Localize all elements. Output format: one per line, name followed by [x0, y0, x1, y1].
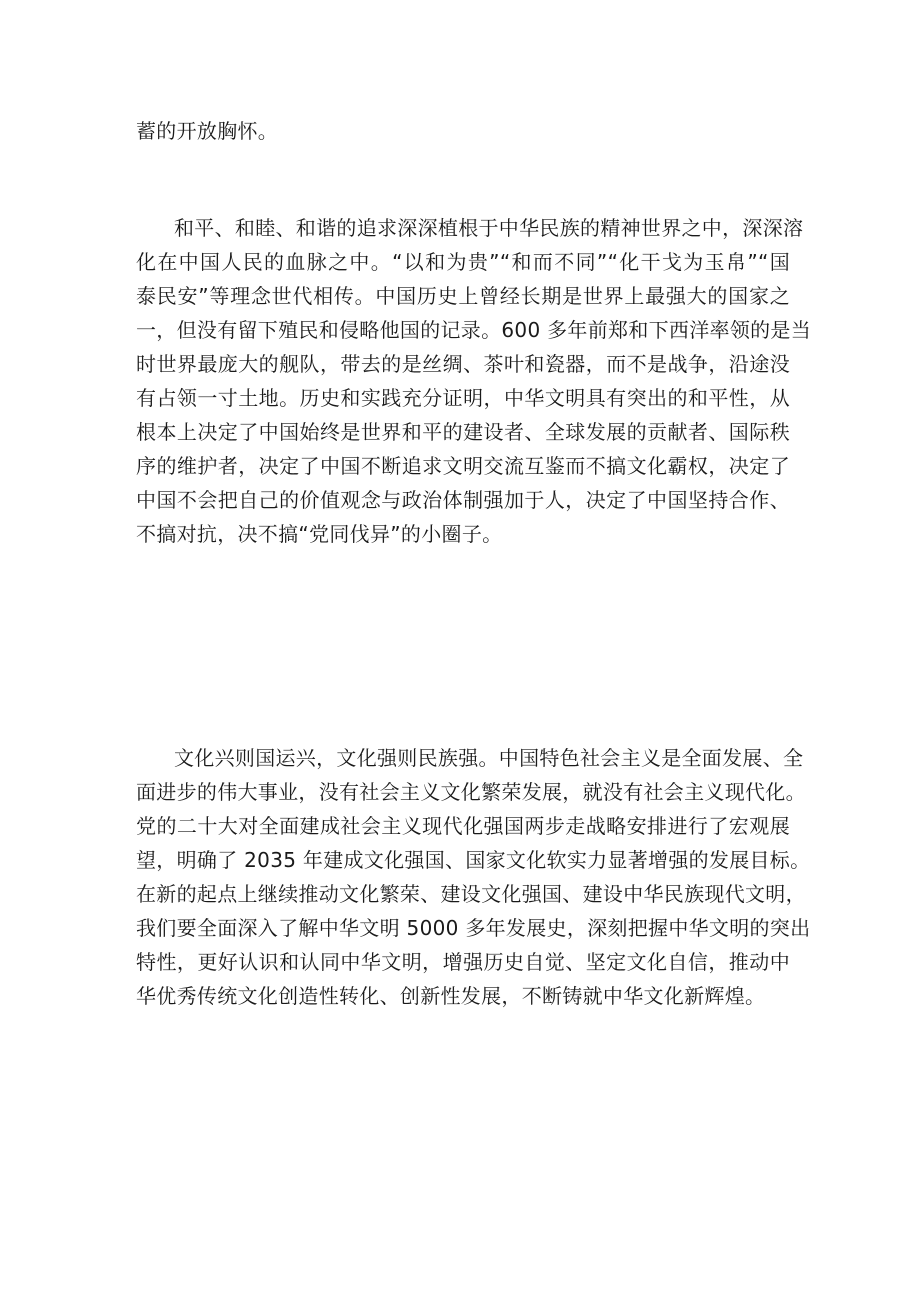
text-line: 特性，更好认识和认同中华文明，增强历史自觉、坚定文化自信，推动中 — [136, 950, 790, 974]
text-line: 蓄的开放胸怀。 — [136, 119, 279, 143]
text-line: 文化兴则国运兴，文化强则民族强。中国特色社会主义是全面发展、全 — [174, 746, 804, 770]
text-line: 一，但没有留下殖民和侵略他国的记录。600 多年前郑和下西洋率领的是当 — [136, 318, 812, 342]
paragraph-peace — [136, 211, 812, 551]
text-line: 我们要全面深入了解中华文明 5000 多年发展史，深刻把握中华文明的突出 — [136, 916, 811, 940]
text-line: 和平、和睦、和谐的追求深深植根于中华民族的精神世界之中，深深溶 — [174, 216, 804, 240]
text-line: 望，明确了 2035 年建成文化强国、国家文化软实力显著增强的发展目标。 — [136, 848, 811, 872]
text-line: 根本上决定了中国始终是世界和平的建设者、全球发展的贡献者、国际秩 — [136, 420, 790, 444]
text-line: 化在中国人民的血脉之中。“以和为贵”“和而不同”“化干戈为玉帛”“国 — [136, 250, 790, 274]
text-line: 泰民安”等理念世代相传。中国历史上曾经长期是世界上最强大的国家之 — [136, 284, 790, 308]
paragraph-continuation — [136, 114, 790, 148]
text-line: 时世界最庞大的舰队，带去的是丝绸、茶叶和瓷器，而不是战争，沿途没 — [136, 352, 790, 376]
text-line: 有占领一寸土地。历史和实践充分证明，中华文明具有突出的和平性，从 — [136, 386, 790, 410]
text-line: 面进步的伟大事业，没有社会主义文化繁荣发展，就没有社会主义现代化。 — [136, 780, 806, 804]
text-line: 华优秀传统文化创造性转化、创新性发展，不断铸就中华文化新辉煌。 — [136, 984, 766, 1008]
text-line: 序的维护者，决定了中国不断追求文明交流互鉴而不搞文化霸权，决定了 — [136, 454, 790, 478]
text-line: 不搞对抗，决不搞“党同伐异”的小圈子。 — [136, 522, 503, 546]
text-line: 党的二十大对全面建成社会主义现代化强国两步走战略安排进行了宏观展 — [136, 814, 790, 838]
paragraph-culture — [136, 741, 811, 1013]
text-line: 在新的起点上继续推动文化繁荣、建设文化强国、建设中华民族现代文明， — [136, 882, 806, 906]
text-line: 中国不会把自己的价值观念与政治体制强加于人，决定了中国坚持合作、 — [136, 488, 790, 512]
